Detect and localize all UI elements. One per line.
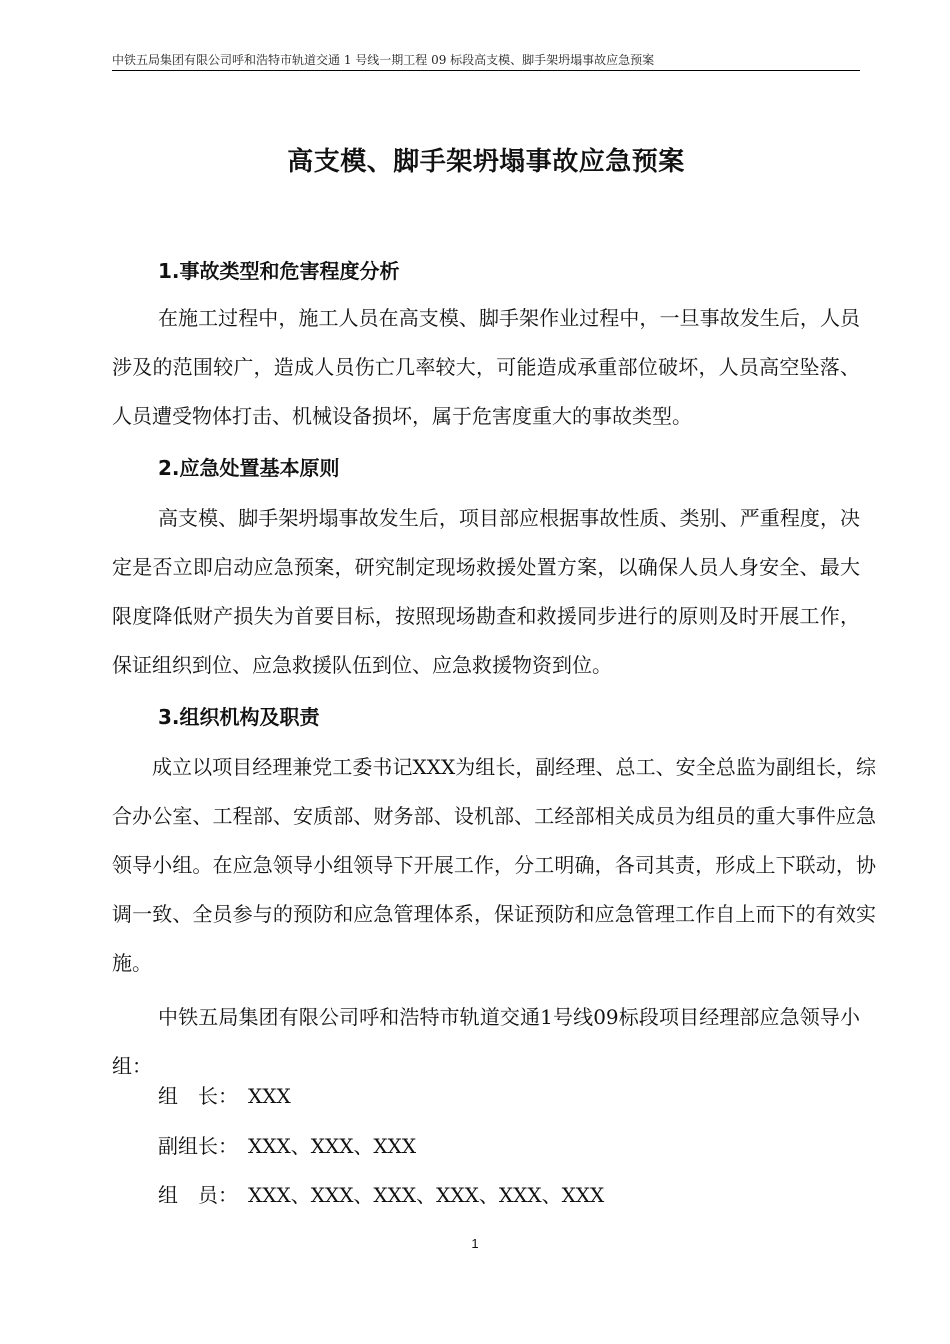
- section-body-1: 在施工过程中，施工人员在高支模、脚手架作业过程中，一旦事故发生后，人员涉及的范围较广，造成人员伤亡几率较大，可能造成承重部位破坏，人员高空坠落、人员遭受物体打击、机械设备损坏，属于危害度重大的事故类型。: [112, 306, 860, 428]
- member-label: 副组长：: [158, 1134, 238, 1158]
- member-line-leader: [158, 1080, 291, 1112]
- member-line-staff: [158, 1179, 604, 1211]
- section-heading-3: 3.组织机构及职责: [158, 705, 320, 729]
- member-line-deputy: [158, 1130, 416, 1162]
- section-body-3: 成立以项目经理兼党工委书记XXX为组长，副经理、总工、安全总监为副组长，综合办公室、工程部、安质部、财务部、设机部、工经部相关成员为组员的重大事件应急领导小组。在应急领导小组领导下开展工作，分工明确，各司其责，形成上下联动，协调一致、全员参与的预防和应急管理体系，保证预防和应急管理工作自上而下的有效实施。: [112, 755, 876, 975]
- member-value: XXX: [248, 1084, 291, 1108]
- page-header: 中铁五局集团有限公司呼和浩特市轨道交通 1 号线一期工程 09 标段高支模、脚手架坍塌事故应急预案: [112, 50, 860, 71]
- member-label: 组 长：: [158, 1084, 238, 1108]
- member-label: 组 员：: [158, 1183, 238, 1207]
- group-intro-paragraph: 中铁五局集团有限公司呼和浩特市轨道交通1号线09标段项目经理部应急领导小组：: [112, 1005, 860, 1078]
- section-body-2: 高支模、脚手架坍塌事故发生后，项目部应根据事故性质、类别、严重程度，决定是否立即启动应急预案，研究制定现场救援处置方案，以确保人员人身安全、最大限度降低财产损失为首要目标，按照现场勘查和救援同步进行的原则及时开展工作，保证组织到位、应急救援队伍到位、应急救援物资到位。: [112, 506, 860, 677]
- page-number: 1: [471, 1236, 479, 1251]
- section-heading-2: 2.应急处置基本原则: [158, 456, 340, 480]
- member-value: XXX、XXX、XXX、XXX、XXX、XXX: [248, 1183, 605, 1207]
- section-heading-1: 1.事故类型和危害程度分析: [158, 259, 400, 283]
- document-title: 高支模、脚手架坍塌事故应急预案: [287, 147, 685, 177]
- member-value: XXX、XXX、XXX: [248, 1134, 417, 1158]
